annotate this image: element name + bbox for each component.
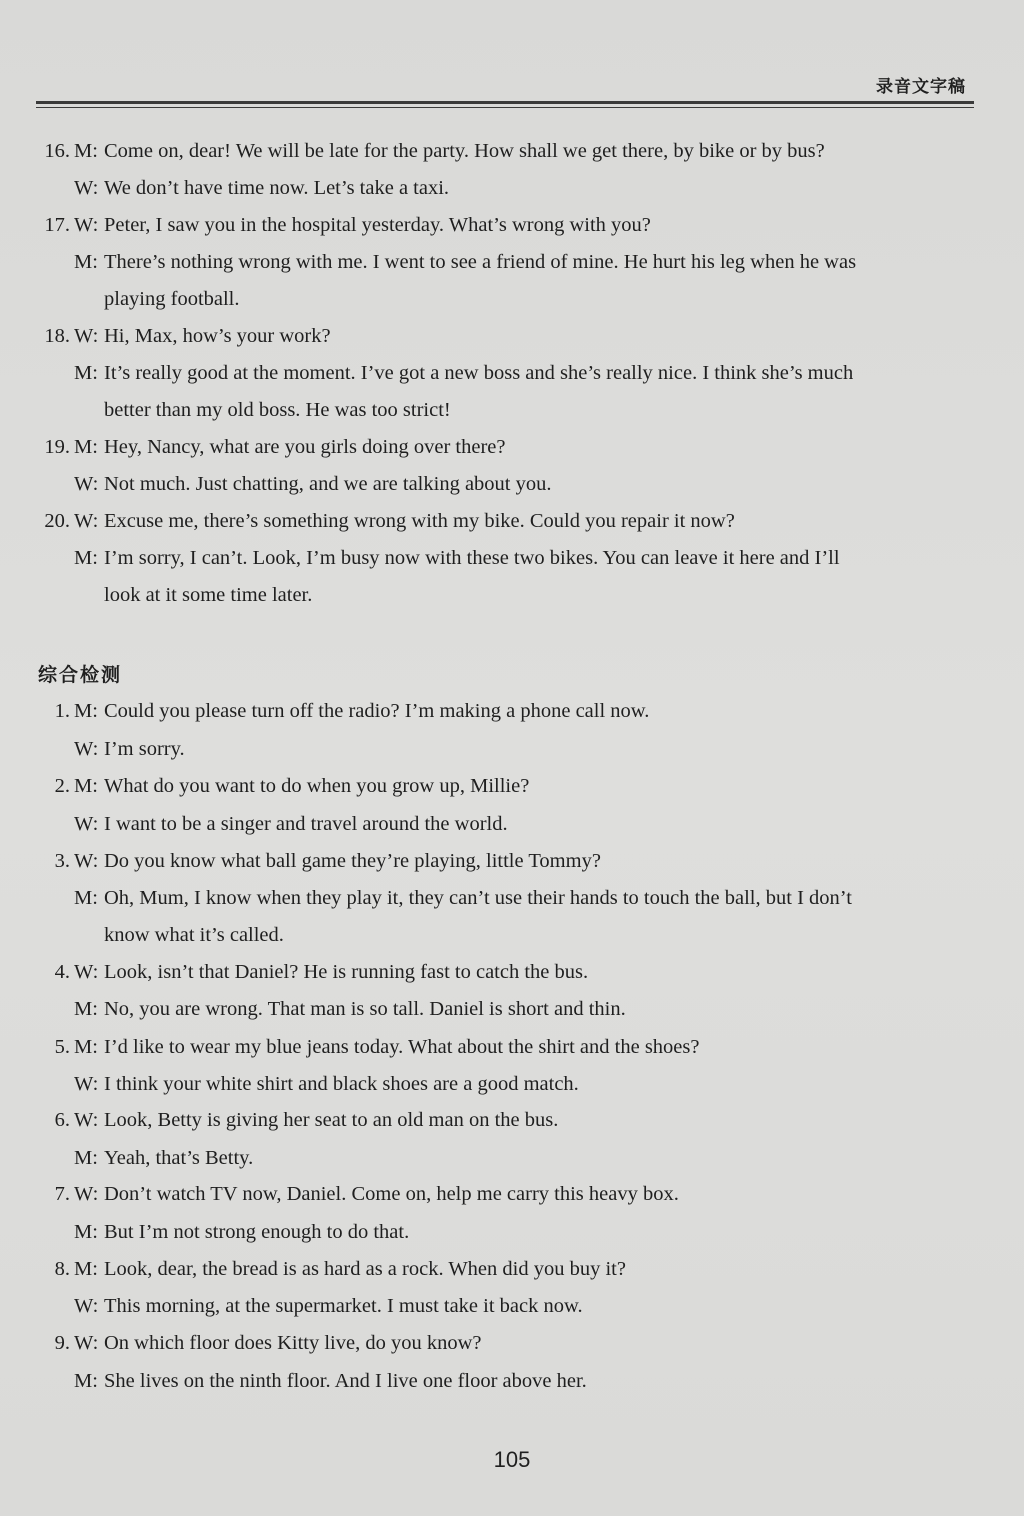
speaker-label: W: bbox=[74, 177, 99, 199]
transcript-line bbox=[0, 1369, 587, 1393]
speaker-label: M: bbox=[74, 1036, 98, 1058]
dialogue-text: playing football. bbox=[104, 288, 240, 310]
transcript-line bbox=[0, 546, 840, 570]
transcript-line bbox=[0, 324, 331, 348]
item-number: 17. bbox=[44, 214, 70, 236]
speaker-label: W: bbox=[74, 1073, 99, 1095]
speaker-label: W: bbox=[74, 738, 99, 760]
transcript-line bbox=[0, 472, 552, 496]
dialogue-text: I think your white shirt and black shoes are a good match. bbox=[104, 1073, 579, 1095]
item-number: 7. bbox=[54, 1183, 70, 1205]
dialogue-text: No, you are wrong. That man is so tall. Daniel is short and thin. bbox=[104, 998, 626, 1020]
speaker-label: M: bbox=[74, 1221, 98, 1243]
speaker-label: W: bbox=[74, 813, 99, 835]
transcript-line bbox=[0, 250, 856, 274]
transcript-line bbox=[0, 139, 825, 163]
dialogue-text: It’s really good at the moment. I’ve got a new boss and she’s really nice. I think she’s much bbox=[104, 362, 854, 384]
item-number: 16. bbox=[44, 140, 70, 162]
speaker-label: M: bbox=[74, 436, 98, 458]
transcript-line bbox=[0, 361, 853, 385]
speaker-label: W: bbox=[74, 325, 99, 347]
transcript-line bbox=[0, 1331, 482, 1355]
item-number: 5. bbox=[54, 1036, 70, 1058]
dialogue-text: What do you want to do when you grow up, Millie? bbox=[104, 775, 530, 797]
transcript-line bbox=[0, 1220, 409, 1244]
dialogue-text: Look, Betty is giving her seat to an old man on the bus. bbox=[104, 1109, 559, 1131]
dialogue-text: Do you know what ball game they’re playing, little Tommy? bbox=[104, 850, 601, 872]
transcript-line bbox=[0, 1072, 579, 1096]
dialogue-text: But I’m not strong enough to do that. bbox=[104, 1221, 410, 1243]
dialogue-text: Don’t watch TV now, Daniel. Come on, help me carry this heavy box. bbox=[104, 1183, 679, 1205]
transcript-line bbox=[0, 997, 626, 1021]
speaker-label: W: bbox=[74, 1295, 99, 1317]
speaker-label: W: bbox=[74, 214, 99, 236]
transcript-line bbox=[0, 886, 852, 910]
dialogue-text: She lives on the ninth floor. And I live one floor above her. bbox=[104, 1370, 587, 1392]
dialogue-text: Hey, Nancy, what are you girls doing over there? bbox=[104, 436, 506, 458]
speaker-label: M: bbox=[74, 1258, 98, 1280]
dialogue-text: Yeah, that’s Betty. bbox=[104, 1147, 254, 1169]
transcript-line bbox=[0, 960, 588, 984]
dialogue-text: Not much. Just chatting, and we are talking about you. bbox=[104, 473, 552, 495]
dialogue-text: Look, dear, the bread is as hard as a rock. When did you buy it? bbox=[104, 1258, 626, 1280]
section-title: 综合检测 bbox=[38, 664, 123, 686]
dialogue-text: Excuse me, there’s something wrong with my bike. Could you repair it now? bbox=[104, 510, 735, 532]
speaker-label: M: bbox=[74, 140, 98, 162]
item-number: 6. bbox=[54, 1109, 70, 1131]
transcript-line bbox=[0, 287, 240, 311]
item-number: 1. bbox=[54, 700, 70, 722]
transcript-line bbox=[0, 213, 651, 237]
dialogue-text: Look, isn’t that Daniel? He is running fast to catch the bus. bbox=[104, 961, 589, 983]
speaker-label: W: bbox=[74, 961, 99, 983]
dialogue-text: Oh, Mum, I know when they play it, they can’t use their hands to touch the ball, but I don’t bbox=[104, 887, 852, 909]
speaker-label: W: bbox=[74, 850, 99, 872]
header-rule-thin bbox=[36, 107, 974, 108]
speaker-label: M: bbox=[74, 251, 98, 273]
item-number: 4. bbox=[54, 961, 70, 983]
dialogue-text: On which floor does Kitty live, do you know? bbox=[104, 1332, 482, 1354]
dialogue-text: I’m sorry. bbox=[104, 738, 185, 760]
transcript-line bbox=[0, 812, 508, 836]
transcript-line bbox=[0, 1257, 626, 1281]
dialogue-text: look at it some time later. bbox=[104, 584, 313, 606]
dialogue-text: Peter, I saw you in the hospital yesterday. What’s wrong with you? bbox=[104, 214, 651, 236]
transcript-line bbox=[0, 699, 649, 723]
dialogue-text: I want to be a singer and travel around the world. bbox=[104, 813, 508, 835]
transcript-line bbox=[0, 435, 506, 459]
transcript-line bbox=[0, 509, 735, 533]
transcript-line bbox=[0, 1294, 583, 1318]
item-number: 19. bbox=[44, 436, 70, 458]
transcript-line bbox=[0, 398, 451, 422]
item-number: 8. bbox=[54, 1258, 70, 1280]
dialogue-text: There’s nothing wrong with me. I went to see a friend of mine. He hurt his leg when he was bbox=[104, 251, 857, 273]
speaker-label: M: bbox=[74, 700, 98, 722]
dialogue-text: This morning, at the supermarket. I must take it back now. bbox=[104, 1295, 583, 1317]
transcript-line bbox=[0, 737, 185, 761]
speaker-label: M: bbox=[74, 998, 98, 1020]
transcript-line bbox=[0, 583, 312, 607]
page-number: 105 bbox=[493, 1447, 531, 1472]
item-number: 2. bbox=[54, 775, 70, 797]
transcript-line bbox=[0, 1182, 679, 1206]
transcript-line bbox=[0, 1035, 699, 1059]
transcript-line bbox=[0, 774, 529, 798]
item-number: 18. bbox=[44, 325, 70, 347]
speaker-label: M: bbox=[74, 1370, 98, 1392]
header-rule-thick bbox=[36, 101, 974, 104]
transcript-line bbox=[0, 923, 284, 947]
speaker-label: M: bbox=[74, 1147, 98, 1169]
transcript-line bbox=[0, 176, 449, 200]
speaker-label: W: bbox=[74, 1109, 99, 1131]
speaker-label: M: bbox=[74, 775, 98, 797]
item-number: 20. bbox=[44, 510, 70, 532]
transcript-line bbox=[0, 1146, 253, 1170]
speaker-label: W: bbox=[74, 1183, 99, 1205]
dialogue-text: I’d like to wear my blue jeans today. What about the shirt and the shoes? bbox=[104, 1036, 700, 1058]
speaker-label: M: bbox=[74, 362, 98, 384]
item-number: 3. bbox=[54, 850, 70, 872]
speaker-label: M: bbox=[74, 887, 98, 909]
dialogue-text: know what it’s called. bbox=[104, 924, 284, 946]
speaker-label: W: bbox=[74, 473, 99, 495]
dialogue-text: better than my old boss. He was too strict! bbox=[104, 399, 451, 421]
speaker-label: W: bbox=[74, 1332, 99, 1354]
dialogue-text: Come on, dear! We will be late for the party. How shall we get there, by bike or by bus? bbox=[104, 140, 825, 162]
speaker-label: M: bbox=[74, 547, 98, 569]
dialogue-text: We don’t have time now. Let’s take a taxi. bbox=[104, 177, 450, 199]
dialogue-text: I’m sorry, I can’t. Look, I’m busy now with these two bikes. You can leave it here and I’ll bbox=[104, 547, 840, 569]
header-title: 录音文字稿 bbox=[876, 77, 966, 97]
transcript-line bbox=[0, 1108, 558, 1132]
speaker-label: W: bbox=[74, 510, 99, 532]
transcript-line bbox=[0, 849, 601, 873]
item-number: 9. bbox=[54, 1332, 70, 1354]
dialogue-text: Hi, Max, how’s your work? bbox=[104, 325, 331, 347]
dialogue-text: Could you please turn off the radio? I’m making a phone call now. bbox=[104, 700, 650, 722]
